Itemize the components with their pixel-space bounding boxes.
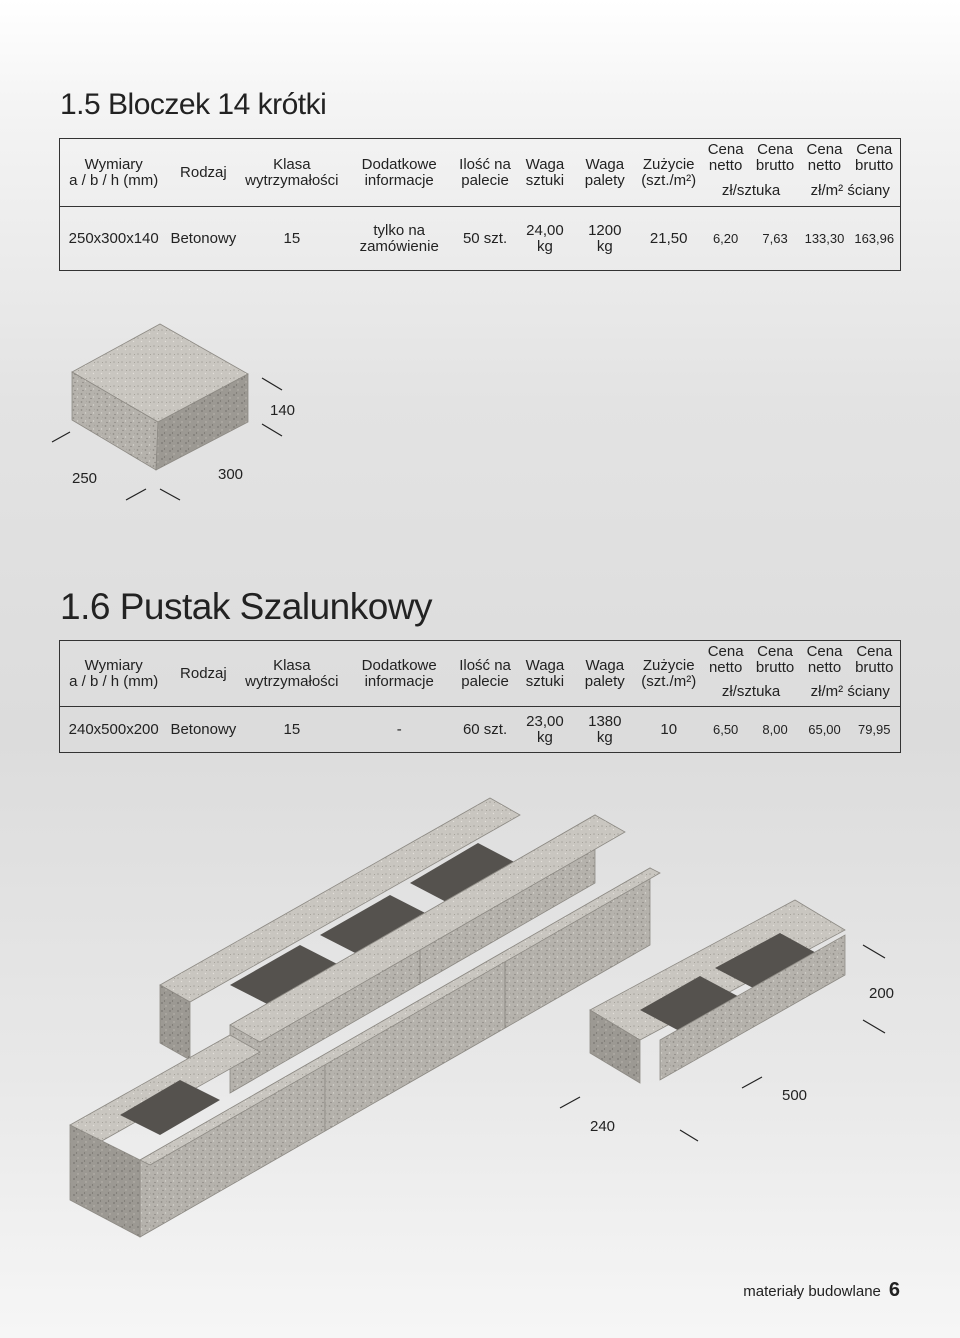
header-ilosc: Ilość na palecie <box>459 656 511 690</box>
cell-wymiary: 250x300x140 <box>60 207 168 271</box>
dimension-h-label: 140 <box>270 402 296 419</box>
cell-wymiary: 240x500x200 <box>60 707 168 753</box>
header-zl-m2: zł/m² ściany <box>810 683 890 701</box>
cell-waga-palety: 1200 kg <box>574 207 636 271</box>
cell-cena-brutto-szt: 8,00 <box>750 707 801 753</box>
header-cena-netto-szt: Cena netto <box>707 642 744 676</box>
header-waga-sztuki: Waga sztuki <box>525 155 565 189</box>
header-klasa: Klasa wytrzymałości <box>245 155 339 189</box>
block-small <box>72 324 248 470</box>
cell-waga-sztuki: 23,00 kg <box>516 707 574 753</box>
dimension-h-label-pustak: 200 <box>869 985 895 1002</box>
cell-klasa: 15 <box>239 707 344 753</box>
cell-ilosc: 60 szt. <box>454 707 516 753</box>
dimension-b-label: 300 <box>218 466 244 483</box>
header-rodzaj: Rodzaj <box>180 163 227 181</box>
dimension-a-label-pustak: 240 <box>590 1118 616 1135</box>
header-waga-sztuki: Waga sztuki <box>525 656 565 690</box>
section-title-pustak: 1.6 Pustak Szalunkowy <box>60 586 433 627</box>
cell-cena-netto-m2: 65,00 <box>801 707 849 753</box>
header-waga-palety: Waga palety <box>584 155 625 189</box>
header-wymiary: Wymiary a / b / h (mm) <box>69 656 159 690</box>
header-cena-netto-m2: Cena netto <box>806 642 843 676</box>
header-zuzycie: Zużycie (szt./m²) <box>641 155 697 189</box>
cell-ilosc: 50 szt. <box>454 207 516 271</box>
header-cena-brutto-m2: Cena brutto <box>855 140 894 174</box>
header-wymiary: Wymiary a / b / h (mm) <box>69 155 159 189</box>
table-row <box>60 707 901 753</box>
header-cena-brutto-szt: Cena brutto <box>755 140 795 174</box>
header-cena-netto-m2: Cena netto <box>806 140 843 174</box>
cell-waga-sztuki: 24,00 kg <box>516 207 574 271</box>
cell-rodzaj: Betonowy <box>167 707 239 753</box>
cell-cena-netto-szt: 6,20 <box>702 207 750 271</box>
page-number: 6 <box>888 1279 900 1301</box>
table-header-row <box>60 641 901 679</box>
header-ilosc: Ilość na palecie <box>459 155 511 189</box>
cell-dodatkowe: - <box>344 707 454 753</box>
header-klasa: Klasa wytrzymałości <box>245 656 339 690</box>
header-cena-netto-szt: Cena netto <box>707 140 744 174</box>
page-footer <box>743 1279 900 1302</box>
cell-cena-brutto-szt: 7,63 <box>750 207 801 271</box>
cell-dodatkowe: tylko na zamówienie <box>344 207 454 271</box>
header-zl-m2: zł/m² ściany <box>810 182 890 200</box>
cell-cena-netto-szt: 6,50 <box>702 707 750 753</box>
spec-table-pustak <box>59 640 901 753</box>
footer-label: materiały budowlane <box>743 1283 881 1300</box>
cell-cena-brutto-m2: 163,96 <box>848 207 900 271</box>
header-dodatkowe: Dodatkowe informacje <box>361 656 437 690</box>
header-rodzaj: Rodzaj <box>180 664 227 682</box>
cell-zuzycie: 10 <box>636 707 702 753</box>
cell-klasa: 15 <box>239 207 344 271</box>
cell-zuzycie: 21,50 <box>636 207 702 271</box>
cell-rodzaj: Betonowy <box>167 207 239 271</box>
section-title-bloczek: 1.5 Bloczek 14 krótki <box>60 88 327 121</box>
header-waga-palety: Waga palety <box>584 656 625 690</box>
cell-waga-palety: 1380 kg <box>574 707 636 753</box>
dimension-a-label: 250 <box>72 470 98 487</box>
header-zl-sztuka: zł/sztuka <box>721 182 781 200</box>
cell-cena-netto-m2: 133,30 <box>801 207 849 271</box>
header-cena-brutto-m2: Cena brutto <box>855 642 894 676</box>
header-zl-sztuka: zł/sztuka <box>721 683 781 701</box>
header-zuzycie: Zużycie (szt./m²) <box>641 656 697 690</box>
cell-cena-brutto-m2: 79,95 <box>848 707 900 753</box>
header-dodatkowe: Dodatkowe informacje <box>361 155 437 189</box>
header-cena-brutto-szt: Cena brutto <box>755 642 795 676</box>
block-wall-pustak <box>70 798 660 1237</box>
dimension-b-label-pustak: 500 <box>782 1087 808 1104</box>
